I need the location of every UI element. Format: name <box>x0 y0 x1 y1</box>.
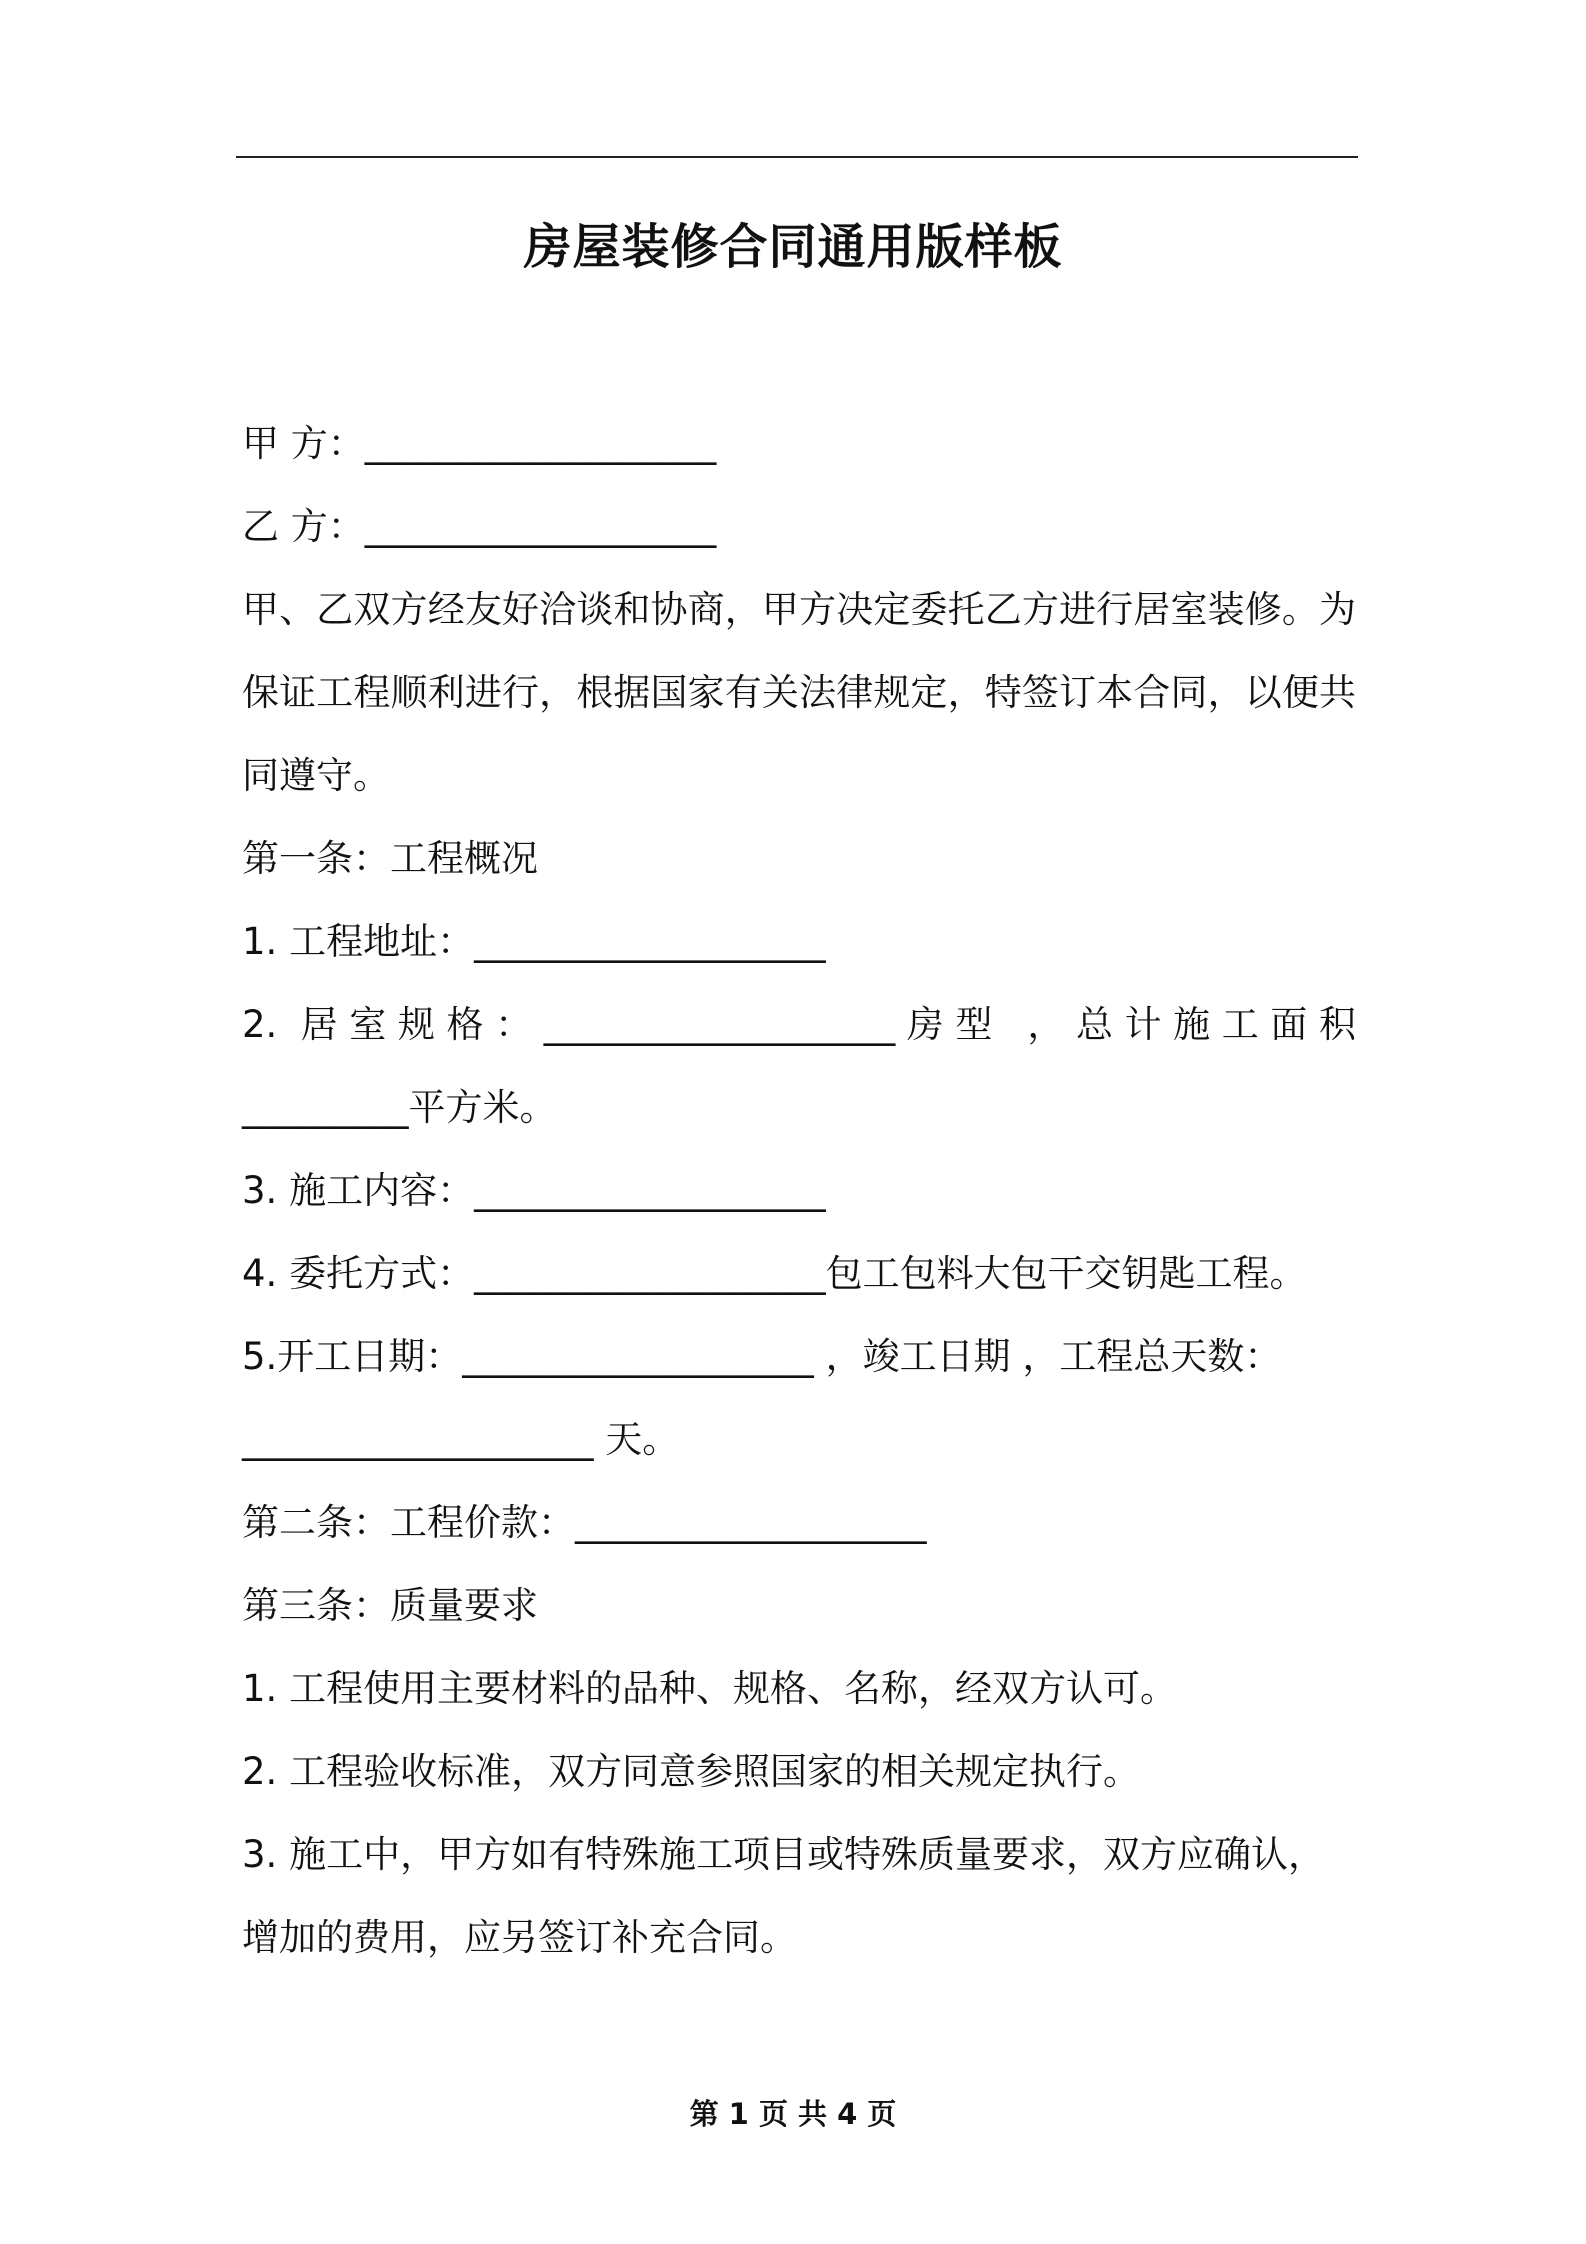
preamble-line-2: 保证工程顺利进行，根据国家有关法律规定，特签订本合同，以便共 <box>242 671 1356 714</box>
party-b-line: 乙 方：___________________ <box>242 505 717 548</box>
article-2-heading: 第二条：工程价款：___________________ <box>242 1501 927 1544</box>
article-1-item-1: 1. 工程地址：___________________ <box>242 920 826 963</box>
article-1-item-3: 3. 施工内容：___________________ <box>242 1169 826 1212</box>
preamble-line-1: 甲、乙双方经友好洽谈和协商，甲方决定委托乙方进行居室装修。为 <box>242 588 1356 631</box>
article-1-item-2: 2. 居室规格：___________________房型 ，总计施工面积 <box>242 1003 1356 1046</box>
article-3-item-3: 3. 施工中，甲方如有特殊施工项目或特殊质量要求，双方应确认， <box>242 1833 1326 1876</box>
article-1-item-5-cont: ___________________ 天。 <box>242 1418 680 1461</box>
article-3-item-2: 2. 工程验收标准，双方同意参照国家的相关规定执行。 <box>242 1750 1141 1793</box>
document-body <box>242 402 1356 1979</box>
party-a-line: 甲 方：___________________ <box>242 422 717 465</box>
page-footer: 第 1 页 共 4 页 <box>689 2097 897 2131</box>
article-1-item-4: 4. 委托方式：___________________包工包料大包干交钥匙工程。 <box>242 1252 1307 1295</box>
article-3-item-1: 1. 工程使用主要材料的品种、规格、名称，经双方认可。 <box>242 1667 1178 1710</box>
document-title: 房屋装修合同通用版样板 <box>523 219 1063 275</box>
article-3-heading: 第三条：质量要求 <box>242 1584 538 1627</box>
article-1-item-5: 5.开工日期：___________________ ，竣工日期 ，工程总天数： <box>242 1335 1282 1378</box>
preamble-line-3: 同遵守。 <box>242 754 390 797</box>
article-3-item-3-cont: 增加的费用，应另签订补充合同。 <box>242 1916 797 1959</box>
article-1-heading: 第一条：工程概况 <box>242 837 538 880</box>
header-rule <box>236 156 1358 158</box>
article-1-item-2-cont: _________平方米。 <box>242 1086 557 1129</box>
